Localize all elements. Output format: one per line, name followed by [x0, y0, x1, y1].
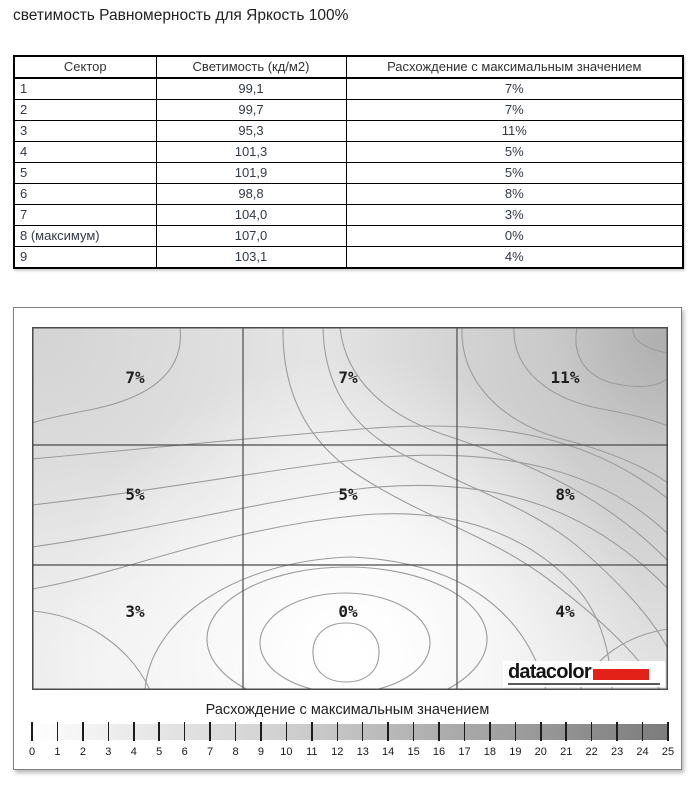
luminance-cell: 95,3	[156, 121, 346, 142]
deviation-cell: 8%	[346, 184, 683, 205]
table-row	[14, 247, 683, 269]
colorbar-tick-label: 22	[585, 746, 598, 758]
datacolor-wordmark: datacolor	[508, 661, 591, 683]
deviation-cell: 7%	[346, 100, 683, 121]
deviation-cell: 11%	[346, 121, 683, 142]
deviation-cell: 5%	[346, 163, 683, 184]
header-deviation: Расхождение с максимальным значением	[346, 56, 683, 78]
sector-cell: 8 (максимум)	[14, 226, 156, 247]
colorbar-tick-label: 21	[560, 746, 573, 758]
colorbar-tick-label: 3	[105, 746, 112, 758]
colorbar-tick	[413, 722, 415, 741]
colorbar-tick	[642, 722, 644, 741]
uniformity-table	[13, 55, 684, 269]
table-body	[14, 78, 683, 268]
cell-label: 7%	[125, 368, 145, 387]
colorbar-tick-label: 5	[156, 746, 163, 758]
colorbar-tick	[184, 722, 186, 741]
table-row	[14, 78, 683, 100]
colorbar-tick-label: 19	[509, 746, 522, 758]
colorbar	[28, 722, 675, 764]
colorbar-tick	[362, 722, 364, 741]
contour-plot	[32, 327, 668, 690]
cell-label: 8%	[555, 485, 575, 504]
luminance-cell: 104,0	[156, 205, 346, 226]
luminance-cell: 107,0	[156, 226, 346, 247]
colorbar-tick-label: 8	[232, 746, 239, 758]
colorbar-tick	[158, 722, 160, 741]
colorbar-tick-label: 15	[407, 746, 420, 758]
deviation-cell: 5%	[346, 142, 683, 163]
table-header-row	[14, 56, 683, 78]
colorbar-tick	[515, 722, 517, 741]
table-row	[14, 226, 683, 247]
table-row	[14, 163, 683, 184]
cell-label: 3%	[125, 602, 145, 621]
colorbar-tick-label: 4	[130, 746, 137, 758]
colorbar-tick	[133, 722, 135, 741]
colorbar-tick	[209, 722, 211, 741]
table-row	[14, 142, 683, 163]
colorbar-tick	[286, 722, 288, 741]
sector-cell: 7	[14, 205, 156, 226]
colorbar-title: Расхождение с максимальным значением	[205, 702, 490, 718]
sector-cell: 5	[14, 163, 156, 184]
colorbar-tick	[565, 722, 567, 741]
colorbar-tick-label: 16	[432, 746, 446, 758]
luminance-cell: 99,1	[156, 78, 346, 100]
page-title: светимость Равномерность для Яркость 100%	[13, 7, 349, 24]
colorbar-tick-label: 0	[28, 746, 36, 758]
luminance-cell: 101,3	[156, 142, 346, 163]
sector-cell: 4	[14, 142, 156, 163]
table-row	[14, 184, 683, 205]
colorbar-tick-label: 20	[534, 746, 547, 758]
contour-plot-canvas	[32, 327, 668, 690]
luminance-cell: 99,7	[156, 100, 346, 121]
colorbar-tick	[438, 722, 440, 741]
colorbar-tick-label: 23	[610, 746, 624, 758]
deviation-cell: 3%	[346, 205, 683, 226]
colorbar-gradient	[32, 724, 668, 740]
deviation-cell: 4%	[346, 247, 683, 269]
colorbar-tick	[489, 722, 491, 741]
colorbar-tick	[82, 722, 84, 741]
cell-label: 4%	[555, 602, 575, 621]
luminance-cell: 103,1	[156, 247, 346, 269]
datacolor-logo	[503, 661, 665, 687]
colorbar-tick-label: 13	[356, 746, 369, 758]
table-row	[14, 121, 683, 142]
cell-label: 5%	[338, 485, 358, 504]
colorbar-tick	[108, 722, 110, 741]
sector-cell: 1	[14, 78, 156, 100]
colorbar-tick	[616, 722, 618, 741]
colorbar-tick-label: 10	[280, 746, 293, 758]
luminance-cell: 101,9	[156, 163, 346, 184]
datacolor-underline	[508, 683, 660, 685]
colorbar-tick	[57, 722, 59, 741]
cell-label: 0%	[338, 602, 358, 621]
colorbar-tick-label: 18	[483, 746, 497, 758]
table-row	[14, 100, 683, 121]
colorbar-tick	[540, 722, 542, 741]
colorbar-tick-label: 9	[257, 746, 265, 758]
colorbar-tick	[311, 722, 313, 741]
colorbar-tick-label: 11	[306, 746, 318, 758]
colorbar-tick-label: 2	[79, 746, 86, 758]
deviation-cell: 0%	[346, 226, 683, 247]
colorbar-tick-label: 24	[636, 746, 649, 758]
colorbar-tick-label: 25	[661, 746, 675, 758]
cell-label: 7%	[338, 368, 358, 387]
colorbar-tick	[260, 722, 262, 741]
colorbar-tick	[464, 722, 466, 741]
header-sector: Сектор	[14, 56, 156, 78]
colorbar-tick-label: 1	[54, 746, 61, 758]
colorbar-tick-label: 14	[382, 746, 395, 758]
cell-label: 5%	[125, 485, 145, 504]
cell-label: 11%	[550, 368, 580, 387]
colorbar-tick	[235, 722, 237, 741]
colorbar-tick-label: 7	[207, 746, 214, 758]
luminance-cell: 98,8	[156, 184, 346, 205]
deviation-cell: 7%	[346, 78, 683, 100]
sector-cell: 9	[14, 247, 156, 269]
sector-cell: 3	[14, 121, 156, 142]
datacolor-red-bar	[593, 669, 649, 680]
sector-cell: 2	[14, 100, 156, 121]
colorbar-tick-label: 12	[331, 746, 344, 758]
colorbar-tick-label: 17	[458, 746, 471, 758]
colorbar-tick	[667, 722, 669, 741]
uniformity-figure	[13, 307, 682, 770]
table-row	[14, 205, 683, 226]
colorbar-tick	[591, 722, 593, 741]
colorbar-tick	[387, 722, 389, 741]
colorbar-tick-label: 6	[181, 746, 188, 758]
colorbar-tick	[337, 722, 339, 741]
colorbar-tick	[31, 722, 33, 741]
header-luminance: Светимость (кд/м2)	[156, 56, 346, 78]
sector-cell: 6	[14, 184, 156, 205]
